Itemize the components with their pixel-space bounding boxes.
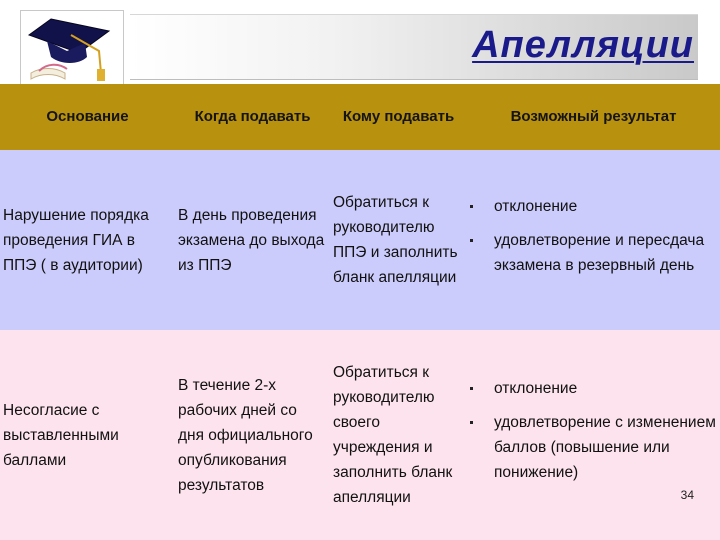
column-header-when: Когда подавать	[175, 84, 330, 150]
cell-when: В день проведения экзамена до выхода из ППЭ	[175, 150, 330, 330]
results-list	[470, 194, 717, 278]
result-item: отклонение	[494, 376, 717, 401]
page-number: 34	[680, 488, 694, 502]
result-item: отклонение	[494, 194, 717, 219]
cell-when: В течение 2-х рабочих дней со дня официального опубликования результатов	[175, 330, 330, 540]
cell-results	[467, 150, 720, 330]
cell-basis: Несогласие с выставленными баллами	[0, 330, 175, 540]
table-header-row	[0, 84, 720, 150]
slide-title: Апелляции	[472, 24, 694, 66]
graduation-cap-icon	[20, 10, 124, 86]
cell-basis: Нарушение порядка проведения ГИА в ППЭ ( в аудитории)	[0, 150, 175, 330]
appeals-table	[0, 84, 720, 540]
table-row	[0, 150, 720, 330]
cell-to-whom: Обратиться к руководителю своего учреждения и заполнить бланк апелляции	[330, 330, 467, 540]
column-header-result: Возможный результат	[467, 84, 720, 150]
graduation-cap-drawing	[21, 11, 123, 85]
result-item: удовлетворение с изменением баллов (повышение или понижение)	[494, 410, 717, 485]
results-list	[470, 376, 717, 485]
table-row	[0, 330, 720, 540]
column-header-to-whom: Кому подавать	[330, 84, 467, 150]
column-header-basis: Основание	[0, 84, 175, 150]
result-item: удовлетворение и пересдача экзамена в резервный день	[494, 228, 717, 278]
cell-to-whom: Обратиться к руководителю ППЭ и заполнить бланк апелляции	[330, 150, 467, 330]
cell-results	[467, 330, 720, 540]
